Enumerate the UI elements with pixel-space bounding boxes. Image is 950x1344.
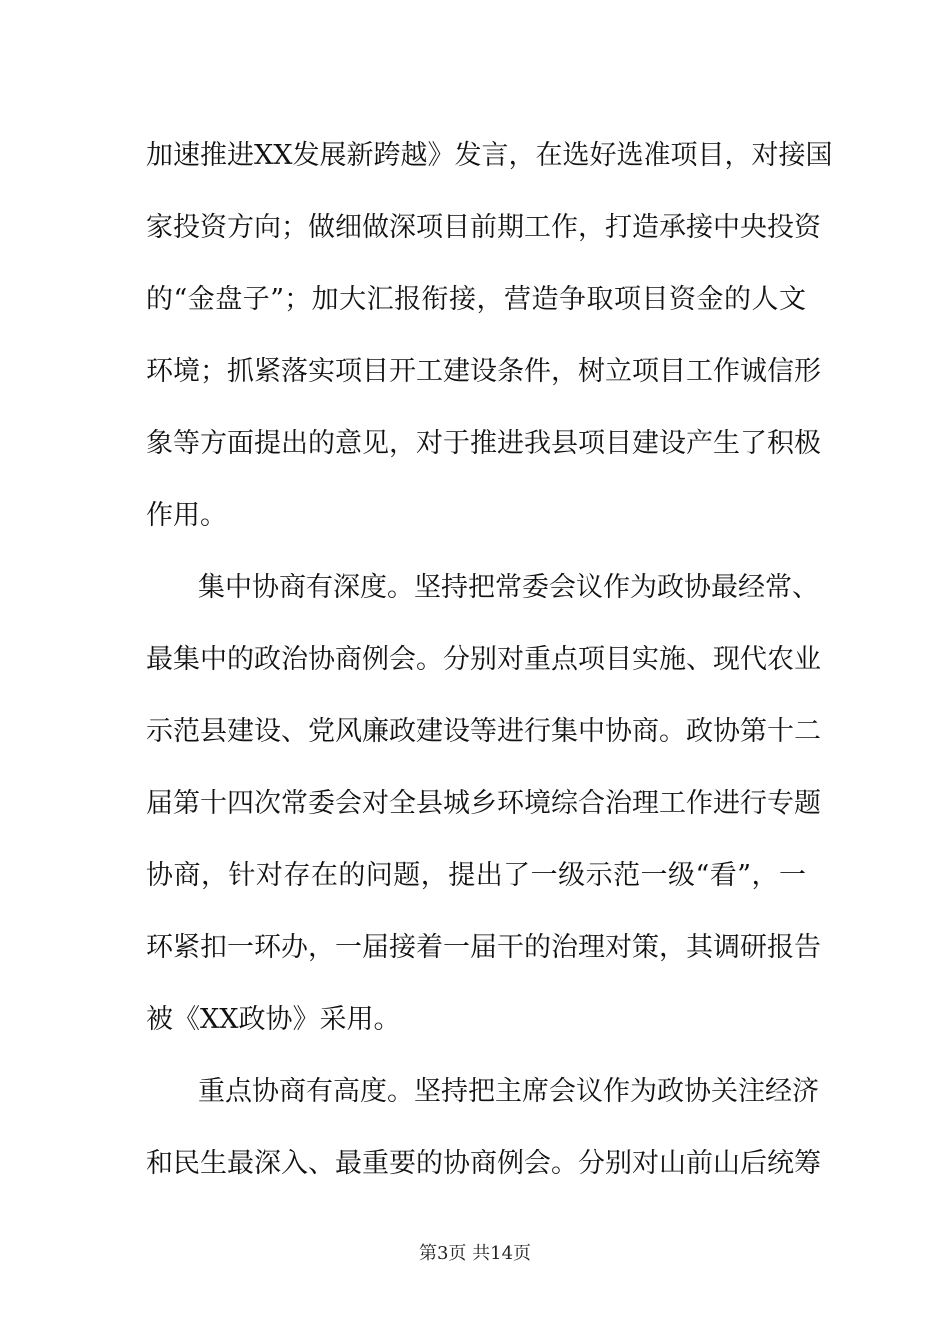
text-line: 环境；抓紧落实项目开工建设条件，树立项目工作诚信形 [146,356,821,387]
text-line: 届第十四次常委会对全县城乡环境综合治理工作进行专题 [146,788,821,819]
paragraph-heading-line: 集中协商有深度。坚持把常委会议作为政协最经常、 [198,572,819,603]
paragraph-heading-line: 重点协商有高度。坚持把主席会议作为政协关注经济 [198,1076,819,1107]
text-line: 环紧扣一环办，一届接着一届干的治理对策，其调研报告 [146,932,821,963]
text-line: 象等方面提出的意见，对于推进我县项目建设产生了积极 [146,428,821,459]
page-number-footer: 第3页 共14页 [418,1243,532,1264]
text-line: 加速推进XX发展新跨越》发言，在选好选准项目，对接国 [146,140,833,171]
text-line: 协商，针对存在的问题，提出了一级示范一级“看”，一 [146,860,806,891]
text-line: 的“金盘子”；加大汇报衔接，营造争取项目资金的人文 [146,284,806,315]
text-line: 示范县建设、党风廉政建设等进行集中协商。政协第十二 [146,716,821,747]
text-line: 被《XX政协》采用。 [146,1004,401,1035]
text-line: 作用。 [146,500,227,531]
text-line: 家投资方向；做细做深项目前期工作，打造承接中央投资 [146,212,821,243]
text-line: 和民生最深入、最重要的协商例会。分别对山前山后统筹 [146,1148,821,1179]
text-line: 最集中的政治协商例会。分别对重点项目实施、现代农业 [146,644,821,675]
